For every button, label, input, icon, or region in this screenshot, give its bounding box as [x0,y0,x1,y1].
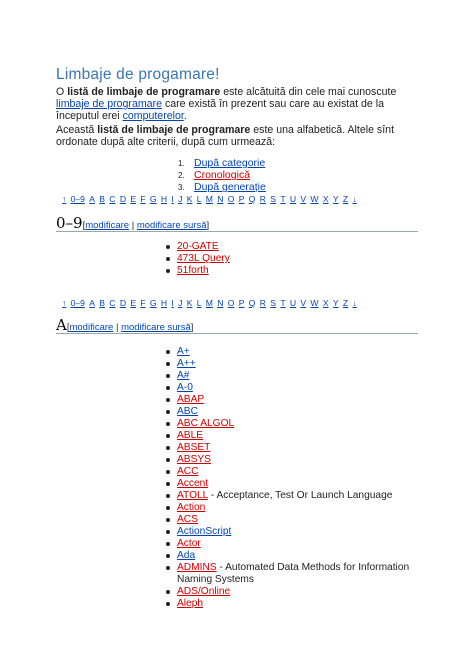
language-link[interactable]: ABLE [177,430,204,441]
alpha-index-link[interactable]: D [119,298,127,308]
alpha-index-link[interactable]: Q [248,194,256,204]
edit-source-link[interactable]: modificare sursă [121,322,191,333]
alpha-index-link[interactable]: ↑ [62,194,67,204]
list-item [165,586,415,598]
alpha-index-link[interactable]: R [259,298,266,308]
alpha-index-link[interactable]: V [300,194,307,204]
alpha-index-link[interactable]: L [196,194,202,204]
language-link[interactable]: Ada [177,550,196,561]
alpha-index-link[interactable]: P [238,194,245,204]
alpha-index-link[interactable]: A [89,298,95,308]
list-a [165,346,415,610]
list-item [165,454,415,466]
alpha-index-link[interactable]: U [289,194,297,204]
alpha-index-link[interactable]: G [149,194,157,204]
text: care există în prezent sau care au existat de la începutul erei [56,98,385,123]
section-heading-a [56,316,418,334]
language-link[interactable]: Actor [177,538,201,549]
alpha-index-link[interactable]: H [160,298,168,308]
bold-term: listă de limbaje de programare [67,86,221,98]
alpha-index-link[interactable]: T [280,194,286,204]
language-link[interactable]: 20-GATE [177,241,219,252]
toc-list [178,157,266,194]
alpha-index-link[interactable]: W [310,298,319,308]
bracket: [ [82,220,86,231]
list-item [165,394,415,406]
language-link[interactable]: A-0 [177,382,193,393]
language-link[interactable]: ABC [177,406,198,417]
alpha-index-link[interactable]: N [217,194,224,204]
alpha-index-link[interactable]: T [280,298,286,308]
language-link[interactable]: A++ [177,358,196,369]
alpha-index-link[interactable]: G [149,298,157,308]
language-link[interactable]: ADS/Online [177,586,231,597]
text: Această [56,124,98,136]
alpha-index-link[interactable]: 0–9 [70,298,85,308]
language-link[interactable]: ACC [177,466,199,477]
language-link[interactable]: ABAP [177,394,205,405]
language-link[interactable]: Accent [177,478,209,489]
toc-item [178,157,266,169]
text: este una alfabetică. Altele sînt ordonate după alte criterii, după cum urmează: [56,124,395,149]
language-link[interactable]: A+ [177,346,190,357]
alpha-index-link[interactable]: E [130,298,137,308]
alpha-index-link[interactable]: X [322,298,329,308]
alpha-index-link[interactable]: H [160,194,168,204]
page-title: Limbaje de progamare! [56,66,220,83]
list-item [165,538,415,550]
list-item [165,430,415,442]
list-item [165,442,415,454]
language-link[interactable]: A# [177,370,190,381]
language-link[interactable]: ADMINS [177,562,217,573]
language-link[interactable]: ActionScript [177,526,232,537]
list-item [165,490,415,502]
alpha-index-link[interactable]: C [109,298,116,308]
alpha-index-link[interactable]: U [289,298,297,308]
separator: | [129,220,137,231]
alphabet-index-top [62,194,361,204]
alpha-index-link[interactable]: J [178,194,183,204]
alpha-index-link[interactable]: ↓ [352,298,357,308]
list-item [165,502,415,514]
alpha-index-link[interactable]: A [89,194,95,204]
separator: | [113,322,122,333]
alpha-index-link[interactable]: D [119,194,127,204]
list-item [165,466,415,478]
alpha-index-link[interactable]: M [205,298,213,308]
edit-link[interactable]: modificare [85,220,130,231]
list-item [165,358,415,370]
alpha-index-link[interactable]: 0–9 [70,194,85,204]
list-item [165,418,415,430]
alpha-index-link[interactable]: L [196,298,202,308]
language-link[interactable]: ABSYS [177,454,211,465]
alpha-index-link[interactable]: S [270,194,277,204]
list-item [165,346,415,358]
list-item [165,265,415,277]
alpha-index-link[interactable]: M [205,194,213,204]
section-heading-0-9 [56,214,418,232]
list-item [165,478,415,490]
alpha-index-link[interactable]: ↑ [62,298,67,308]
alpha-index-link[interactable]: Y [332,194,339,204]
alpha-index-link[interactable]: F [140,298,146,308]
language-description: - Acceptance, Test Or Launch Language [207,490,393,501]
text: O [56,86,68,98]
toc-link-generatie[interactable]: După generație [194,181,266,194]
list-item [165,370,415,382]
alpha-index-link[interactable]: B [99,194,105,204]
list-item [165,526,415,538]
alpha-index-link[interactable]: W [310,194,319,204]
language-link[interactable]: ACS [177,514,198,525]
language-link[interactable]: ATOLL [177,490,208,501]
link-computerelor[interactable]: computerelor [122,110,184,123]
alpha-index-link[interactable]: Y [332,298,339,308]
alpha-index-link[interactable]: E [130,194,137,204]
alpha-index-link[interactable]: F [140,194,146,204]
heading-text: A [56,316,67,334]
list-item [165,406,415,418]
list-item [165,241,415,253]
list-item [165,382,415,394]
list-item [165,550,415,562]
toc-link-categorie[interactable]: După categorie [194,157,266,169]
alpha-index-link[interactable]: J [178,298,183,308]
text: . [183,110,187,123]
language-link[interactable]: ABSET [177,442,211,453]
alpha-index-link[interactable]: X [322,194,329,204]
toc-link-cronologica[interactable]: Cronologică [194,169,251,182]
language-link[interactable]: 473L Query [177,253,230,264]
toc-number: 3. [178,183,185,193]
edit-source-link[interactable]: modificare sursă [136,220,207,231]
alpha-index-link[interactable]: I [171,298,174,308]
alpha-index-link[interactable]: R [259,194,266,204]
list-item [165,253,415,265]
alpha-index-link[interactable]: O [227,194,235,204]
intro-paragraph-2 [56,124,426,148]
bracket: ] [190,322,194,333]
alpha-index-link[interactable]: I [171,194,174,204]
alpha-index-link[interactable]: P [238,298,245,308]
toc-number: 1. [178,159,185,168]
edit-link[interactable]: modificare [69,322,114,333]
alpha-index-link[interactable]: O [227,298,235,308]
toc-item [178,169,266,181]
alpha-index-link[interactable]: S [270,298,277,308]
text: este alcătuită din cele mai cunoscute [220,86,397,98]
language-link[interactable]: Action [177,502,206,513]
language-description: - Automated Data Methods for Information Naming Systems [177,562,410,585]
heading-text: 0–9 [56,214,83,232]
alpha-index-link[interactable]: C [109,194,116,204]
intro-paragraph-1 [56,86,426,123]
alpha-index-link[interactable]: Z [342,298,349,308]
toc-number: 2. [178,171,185,181]
alpha-index-link[interactable]: K [186,298,193,308]
bold-term: listă de limbaje de programare [97,124,251,136]
toc-item [178,181,266,193]
list-item [165,514,415,526]
alpha-index-link[interactable]: Z [342,194,349,204]
language-link[interactable]: ABC ALGOL [177,418,235,429]
link-limbaje-de-programare[interactable]: limbaje de programare [56,98,162,111]
list-item [165,562,415,586]
bracket: [ [66,322,70,333]
list-0-9 [165,241,415,277]
language-link[interactable]: Aleph [177,598,204,609]
alpha-index-link[interactable]: B [99,298,105,308]
alpha-index-link[interactable]: ↓ [352,194,357,204]
alphabet-index-middle [62,298,361,308]
language-link[interactable]: 51forth [177,265,209,276]
list-item [165,598,415,610]
alpha-index-link[interactable]: Q [248,298,256,308]
alpha-index-link[interactable]: V [300,298,307,308]
bracket: ] [206,220,210,231]
alpha-index-link[interactable]: N [217,298,224,308]
alpha-index-link[interactable]: K [186,194,193,204]
